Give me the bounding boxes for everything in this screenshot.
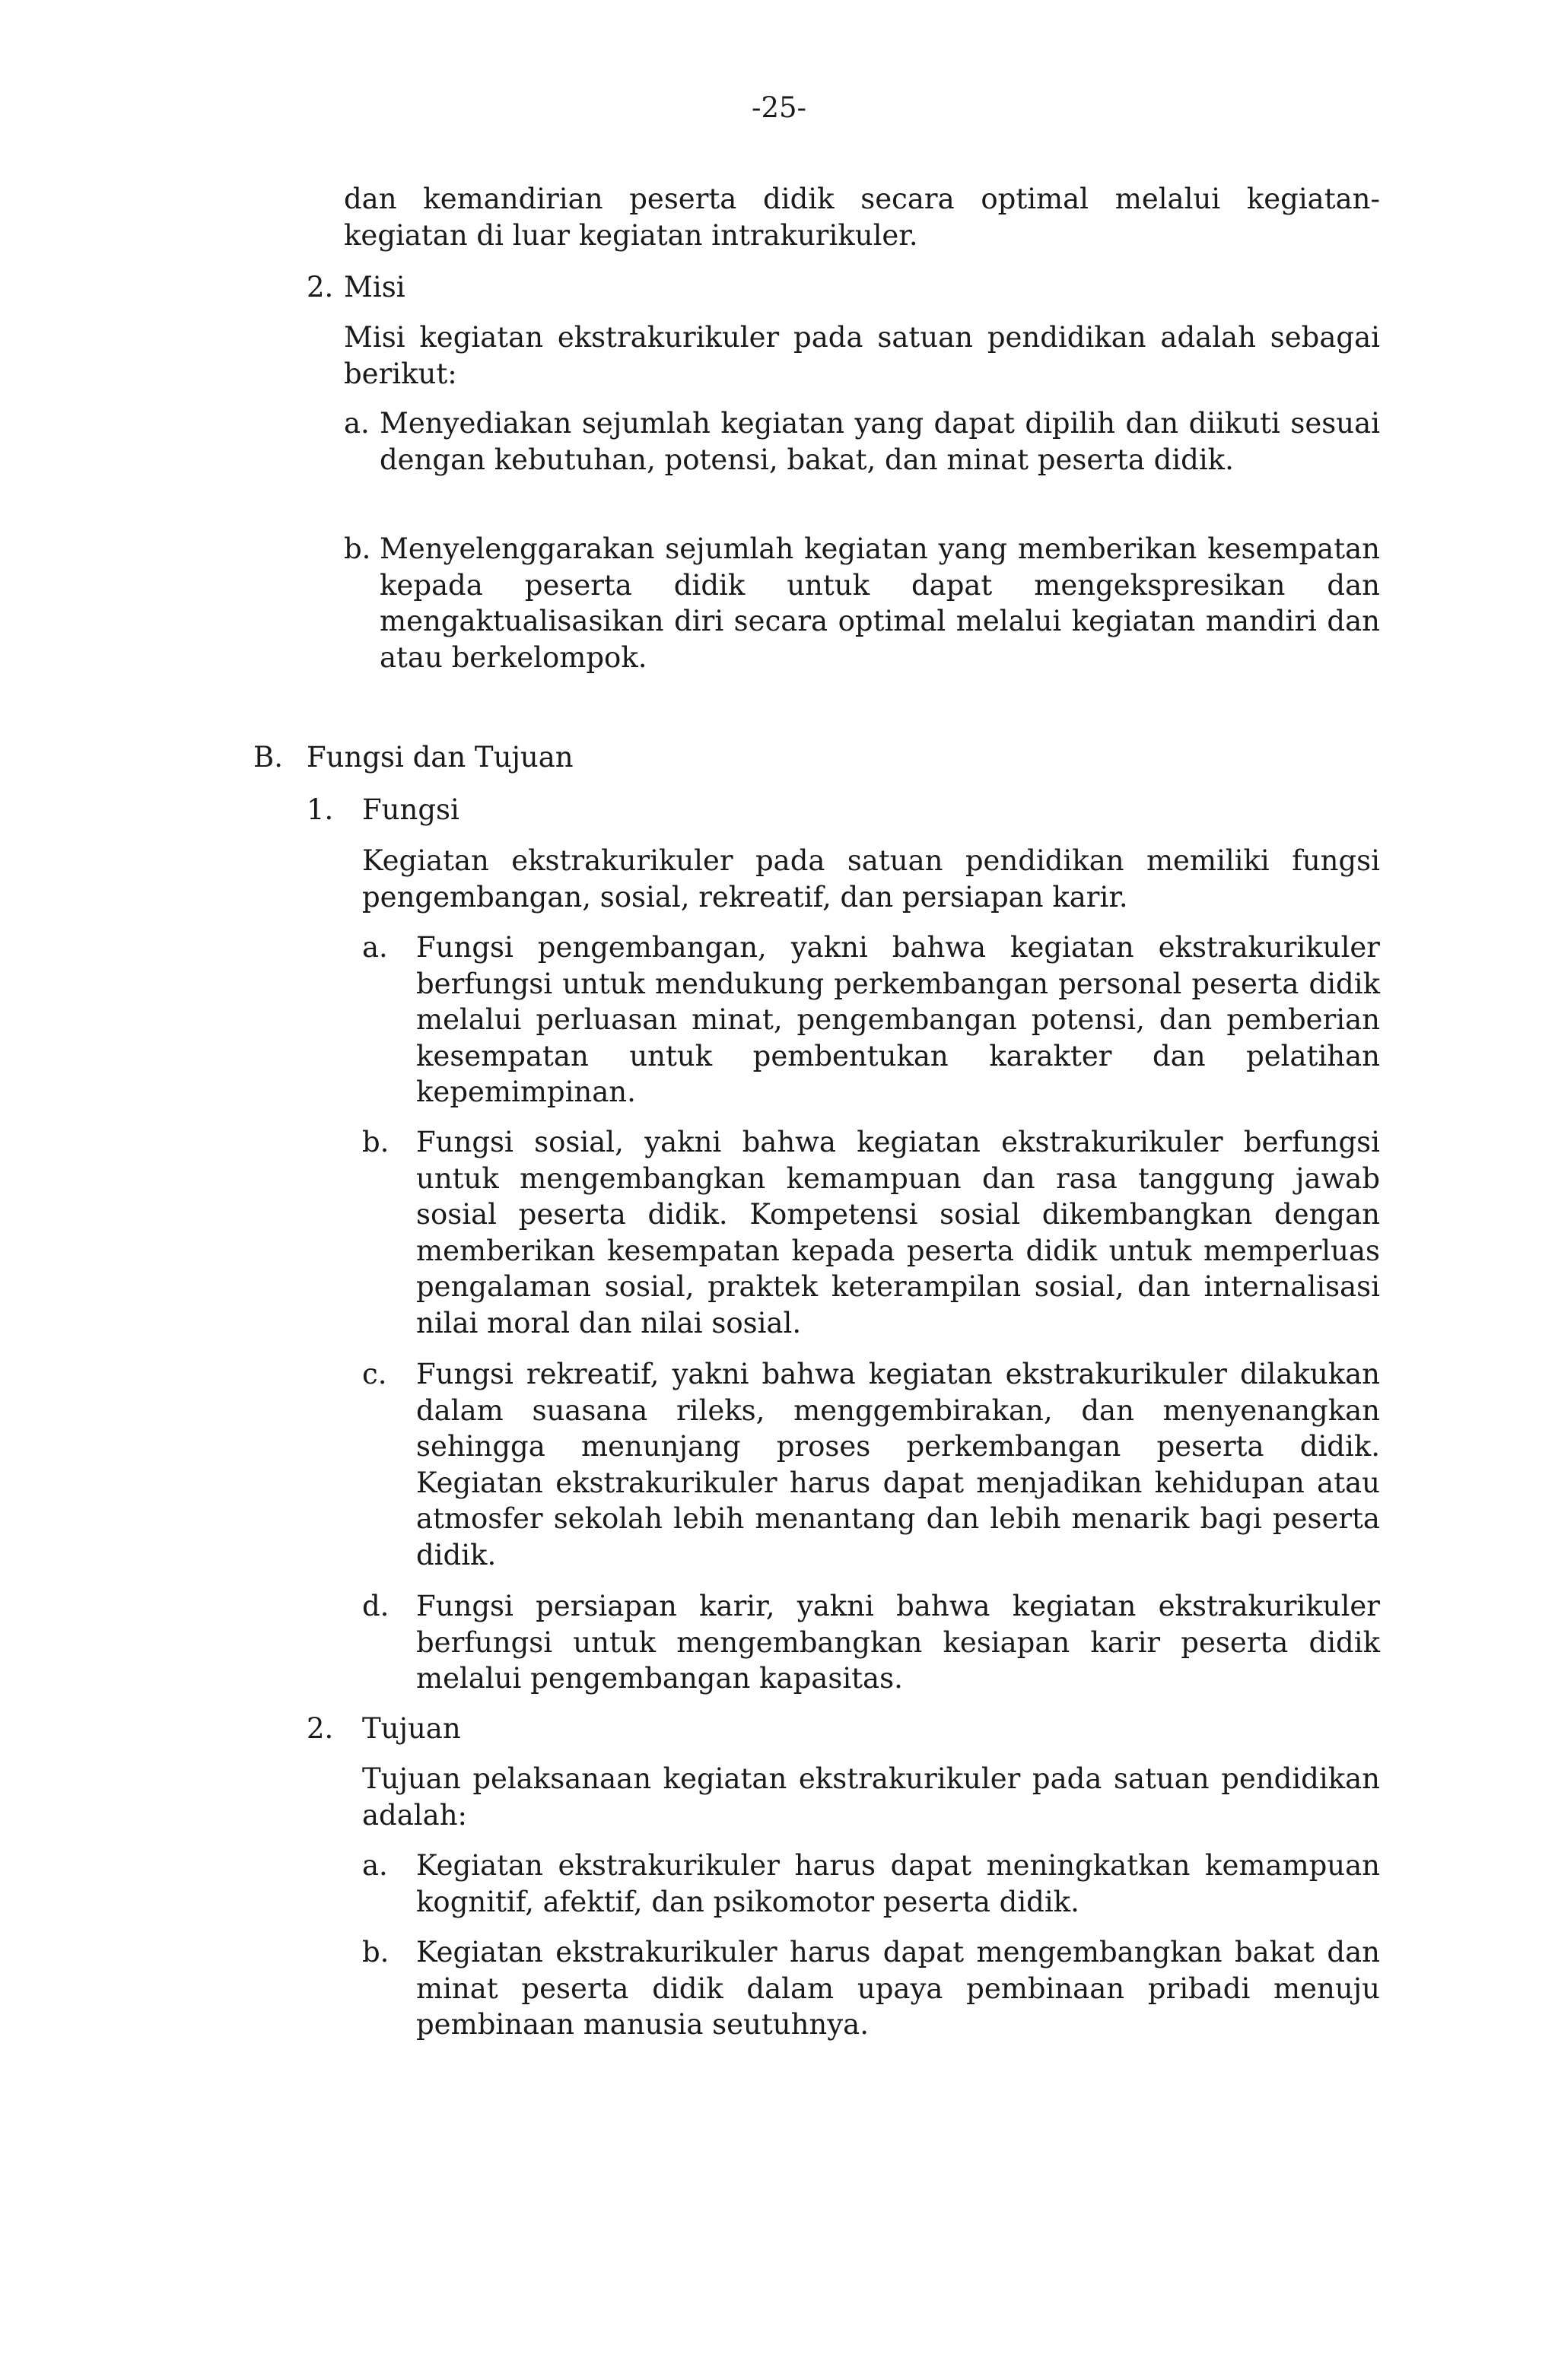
page-number: -25- (751, 91, 807, 124)
misi-item-b-text: Menyelenggarakan sejumlah kegiatan yang memberikan kesempatan kepada peserta didik untuk dapat mengekspresikan dan mengaktualisasikan diri secara optimal melalui kegiatan mandiri dan atau berkelompok. (380, 532, 1380, 674)
section-b-heading: Fungsi dan Tujuan (307, 741, 574, 774)
tujuan-item-a-marker: a. (362, 1849, 388, 1882)
misi-heading: Misi (344, 271, 405, 303)
tujuan-item-b-marker: b. (362, 1936, 390, 1969)
fungsi-item-b-text: Fungsi sosial, yakni bahwa kegiatan ekstrakurikuler berfungsi untuk mengembangkan kemampuan dan rasa tanggung jawab sosial peserta didik. Kompetensi sosial dikembangkan dengan memberikan kesempatan kepada peserta didik untuk memperluas pengalaman sosial, praktek keterampilan sosial, dan internalisasi nilai moral dan nilai sosial. (416, 1126, 1380, 1339)
tujuan-intro: Tujuan pelaksanaan kegiatan ekstrakurikuler pada satuan pendidikan adalah: (362, 1762, 1380, 1832)
misi-item-a-text: Menyediakan sejumlah kegiatan yang dapat dipilih dan diikuti sesuai dengan kebutuhan, potensi, bakat, dan minat peserta didik. (380, 407, 1380, 476)
section-b-marker: B. (253, 741, 283, 774)
fungsi-item-c-text: Fungsi rekreatif, yakni bahwa kegiatan ekstrakurikuler dilakukan dalam suasana rileks, menggembirakan, dan menyenangkan sehingga menunjang proses perkembangan peserta didik. Kegiatan ekstrakurikuler harus dapat menjadikan kehidupan atau atmosfer sekolah lebih menantang dan lebih menarik bagi peserta didik. (416, 1358, 1380, 1571)
tujuan-item-a-text: Kegiatan ekstrakurikuler harus dapat meningkatkan kemampuan kognitif, afektif, dan psikomotor peserta didik. (416, 1849, 1380, 1918)
fungsi-item-c-marker: c. (362, 1358, 387, 1390)
fungsi-item-a-text: Fungsi pengembangan, yakni bahwa kegiatan ekstrakurikuler berfungsi untuk mendukung perkembangan personal peserta didik melalui perluasan minat, pengembangan potensi, dan pemberian kesempatan untuk pembentukan karakter dan pelatihan kepemimpinan. (416, 931, 1380, 1108)
misi-number: 2. (307, 271, 334, 303)
tujuan-heading: Tujuan (362, 1712, 461, 1745)
fungsi-number: 1. (307, 793, 334, 826)
continuation-paragraph: dan kemandirian peserta didik secara optimal melalui kegiatan-kegiatan di luar kegiatan intrakurikuler. (344, 183, 1380, 252)
tujuan-item-b-text: Kegiatan ekstrakurikuler harus dapat mengembangkan bakat dan minat peserta didik dalam upaya pembinaan pribadi menuju pembinaan manusia seutuhnya. (416, 1936, 1380, 2041)
fungsi-item-d-marker: d. (362, 1590, 390, 1622)
fungsi-intro: Kegiatan ekstrakurikuler pada satuan pendidikan memiliki fungsi pengembangan, sosial, rekreatif, dan persiapan karir. (362, 844, 1380, 914)
tujuan-number: 2. (307, 1712, 334, 1745)
fungsi-item-b-marker: b. (362, 1126, 390, 1158)
misi-item-a-marker: a. (344, 407, 370, 440)
fungsi-heading: Fungsi (362, 793, 459, 826)
misi-intro: Misi kegiatan ekstrakurikuler pada satuan pendidikan adalah sebagai berikut: (344, 321, 1380, 390)
fungsi-item-a-marker: a. (362, 931, 388, 964)
misi-item-b-marker: b. (344, 532, 371, 565)
fungsi-item-d-text: Fungsi persiapan karir, yakni bahwa kegiatan ekstrakurikuler berfungsi untuk mengembangkan kesiapan karir peserta didik melalui pengembangan kapasitas. (416, 1590, 1380, 1695)
